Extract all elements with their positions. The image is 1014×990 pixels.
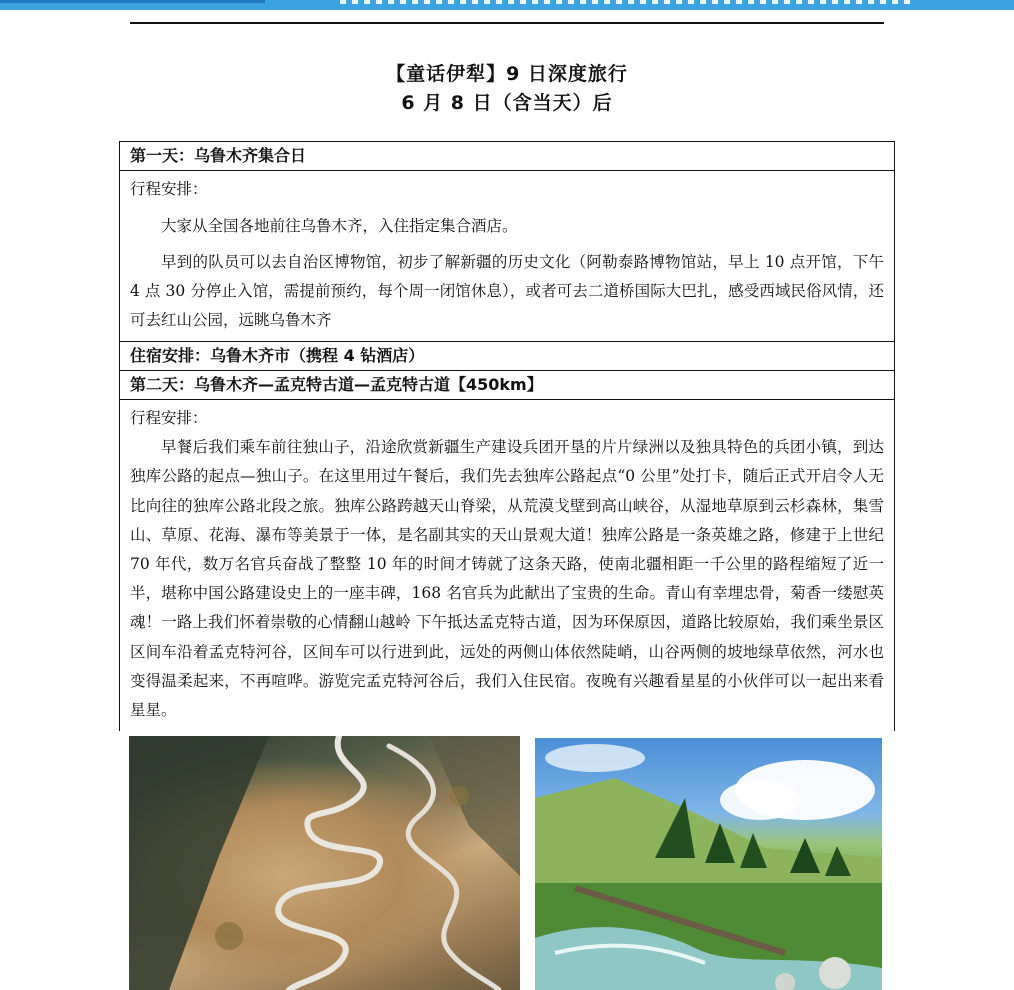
- header-rule: [130, 22, 884, 24]
- mountain-road-photo: [129, 736, 520, 990]
- day2-heading: 第二天：乌鲁木齐—孟克特古道—孟克特古道【450km】: [120, 371, 894, 400]
- day2-paragraph: 早餐后我们乘车前往独山子，沿途欣赏新疆生产建设兵团开垦的片片绿洲以及独具特色的兵团小镇，到达独库公路的起点—独山子。在这里用过午餐后，我们先去独库公路起点“0 公里”处打卡，随后正式开启令人无比向往的独库公路北段之旅。独库公路跨越天山脊梁，从荒漠戈壁到高山峡谷，从湿地草原到云杉森林，集雪山、草原、花海、瀑布等美景于一体，是名副其实的天山景观大道！独库公路是一条英雄之路，修建于上世纪 70 年代，数万名官兵奋战了整整 10 年的时间才铸就了这条天路，使南北疆相距一千公里的路程缩短了近一半，堪称中国公路建设史上的一座丰碑，168 名官兵为此献出了宝贵的生命。青山有幸埋忠骨，菊香一缕慰英魂！一路上我们怀着崇敬的心情翻山越岭 下午抵达孟克特古道，因为环保原因，道路比较原始，我们乘坐景区区间车沿着孟克特河谷，区间车可以行进到此，远处的两侧山体依然陡峭，山谷两侧的坡地绿草依然，河水也变得温柔起来，不再喧哗。游览完孟克特河谷后，我们入住民宿。夜晚有兴趣看星星的小伙伴可以一起出来看星星。: [130, 438, 884, 720]
- day1-body: [120, 171, 894, 342]
- day1-paragraph-1: 大家从全国各地前往乌鲁木齐，入住指定集合酒店。: [161, 217, 518, 235]
- top-banner-accent: [0, 0, 265, 3]
- day1-heading: 第一天：乌鲁木齐集合日: [120, 142, 894, 171]
- day2-body: [120, 400, 894, 731]
- document-title: 【童话伊犁】9 日深度旅行: [386, 63, 628, 85]
- document-subtitle: 6 月 8 日（含当天）后: [401, 92, 613, 114]
- day1-schedule-label: 行程安排：: [130, 180, 208, 198]
- top-banner-pattern: [340, 0, 910, 4]
- itinerary-table: [119, 141, 895, 731]
- day2-schedule-label: 行程安排：: [130, 409, 208, 427]
- day1-lodging: 住宿安排：乌鲁木齐市（携程 4 钻酒店）: [120, 342, 894, 371]
- river-valley-photo: [535, 738, 882, 990]
- day1-paragraph-2: 早到的队员可以去自治区博物馆，初步了解新疆的历史文化（阿勒泰路博物馆站，早上 10 点开馆，下午 4 点 30 分停止入馆，需提前预约，每个周一闭馆休息），或者可去二道桥国际大巴扎，感受西域民俗风情，还可去红山公园，远眺乌鲁木齐: [130, 253, 884, 329]
